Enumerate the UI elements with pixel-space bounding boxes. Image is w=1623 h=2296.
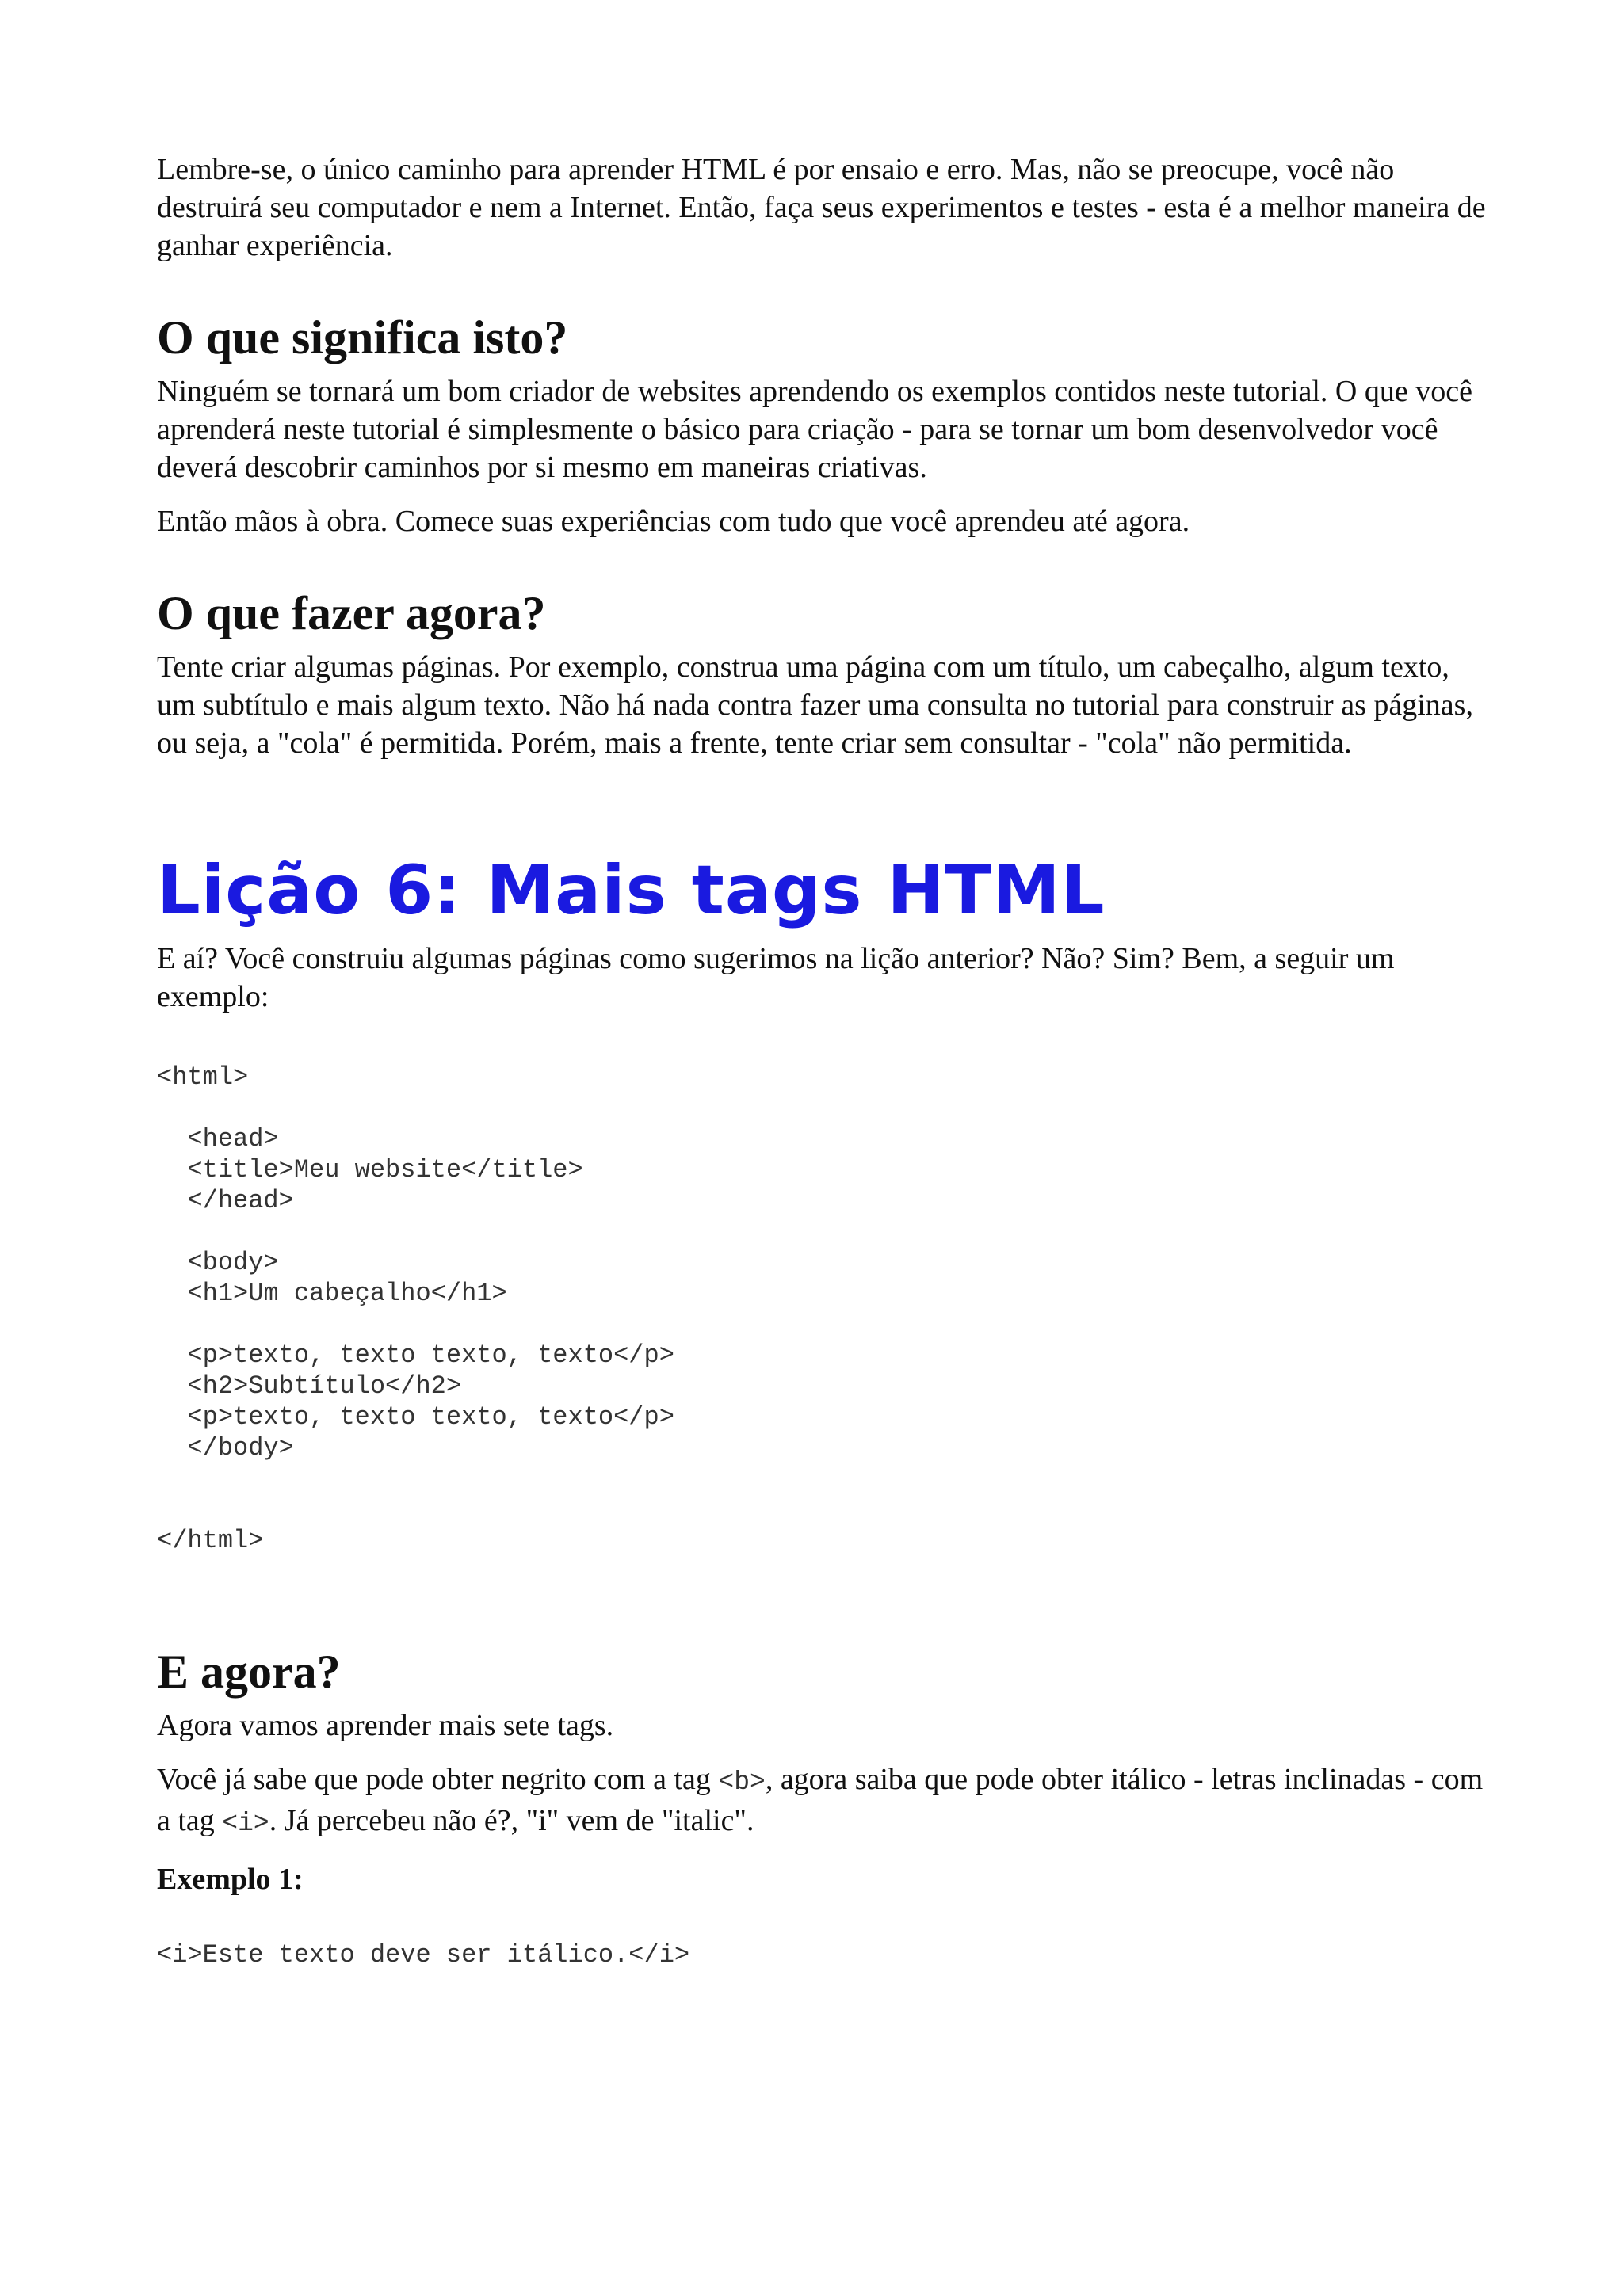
heading-now: E agora? xyxy=(157,1646,341,1698)
example-code: <i>Este texto deve ser itálico.</i> xyxy=(157,1940,690,1970)
now-paragraph-2-text-a: Você já sabe que pode obter negrito com a tag xyxy=(157,1763,719,1796)
document-page xyxy=(157,151,1488,1970)
now-paragraph-2-text-b: , agora saiba que pode obter itálico - letras inclinadas - com a tag xyxy=(157,1763,1484,1837)
now-paragraph-2 xyxy=(157,1760,1488,1843)
meaning-paragraph-1: Ninguém se tornará um bom criador de websites aprendendo os exemplos contidos neste tutorial. O que você aprenderá neste tutorial é simplesmente o básico para criação - para se tornar um bom desenvolvedor você deverá descobrir caminhos por si mesmo em maneiras criativas. xyxy=(157,375,1472,484)
todo-paragraph: Tente criar algumas páginas. Por exemplo, construa uma página com um título, um cabeçalho, algum texto, um subtítulo e mais algum texto. Não há nada contra fazer uma consulta no tutorial para construir as páginas, ou seja, a "cola" é permitida. Porém, mais a frente, tente criar sem consultar - "cola" não permitida. xyxy=(157,650,1473,760)
now-paragraph-1: Agora vamos aprender mais sete tags. xyxy=(157,1709,614,1742)
meaning-paragraph-2: Então mãos à obra. Comece suas experiências com tudo que você aprendeu até agora. xyxy=(157,505,1190,538)
code-example: <html> <head> <title>Meu website</title> </head> <body> <h1>Um cabeçalho</h1> <p>texto, texto texto, texto</p> <h2>Subtítulo</h2> <p>texto, texto texto, texto</p> </body> </html> xyxy=(157,1062,674,1555)
heading-todo: O que fazer agora? xyxy=(157,587,546,639)
lesson-title: Lição 6: Mais tags HTML xyxy=(157,851,1106,930)
inline-code-i-tag: <i> xyxy=(222,1809,269,1838)
now-paragraph-2-text-c: . Já percebeu não é?, "i" vem de "italic". xyxy=(269,1804,754,1837)
heading-meaning: O que significa isto? xyxy=(157,311,568,364)
lesson-intro: E aí? Você construiu algumas páginas como sugerimos na lição anterior? Não? Sim? Bem, a seguir um exemplo: xyxy=(157,942,1395,1013)
intro-paragraph: Lembre-se, o único caminho para aprender HTML é por ensaio e erro. Mas, não se preocupe, você não destruirá seu computador e nem a Internet. Então, faça seus experimentos e testes - esta é a melhor maneira de ganhar experiência. xyxy=(157,153,1486,262)
example-label: Exemplo 1: xyxy=(157,1863,304,1896)
inline-code-b-tag: <b> xyxy=(718,1768,766,1797)
